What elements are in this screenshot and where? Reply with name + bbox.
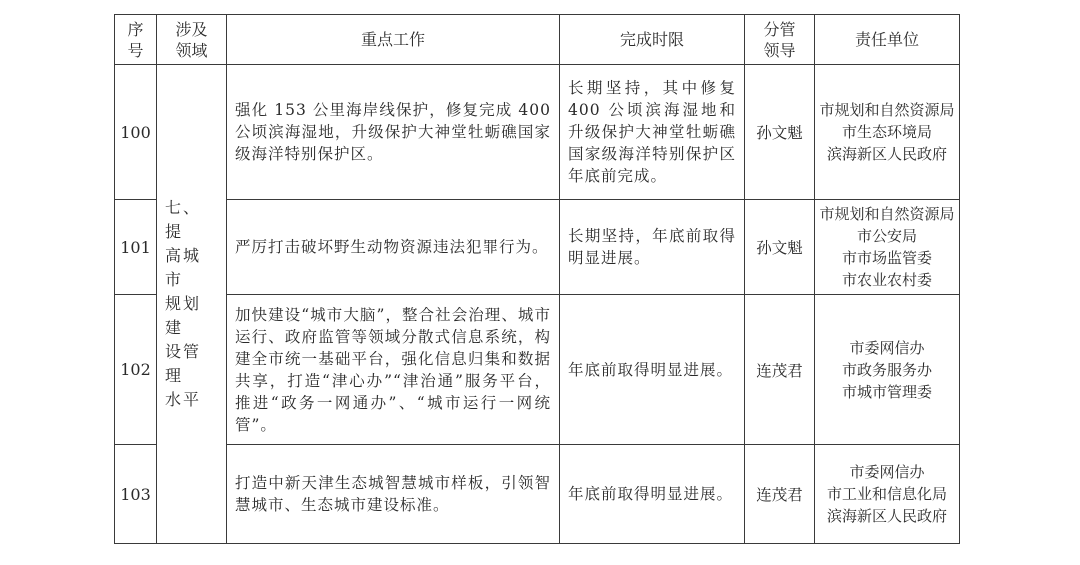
row-number: 102: [115, 295, 157, 445]
table-row: [115, 65, 960, 200]
header-leader: 分管 领导: [745, 15, 815, 65]
header-num: 序 号: [115, 15, 157, 65]
leader-cell: 连茂君: [745, 445, 815, 544]
deadline-cell: 年底前取得明显进展。: [560, 295, 745, 445]
header-task: 重点工作: [227, 15, 560, 65]
leader-cell: 孙文魁: [745, 65, 815, 200]
deadline-cell: 长期坚持，年底前取得明显进展。: [560, 200, 745, 295]
area-cell: 七、提 高城市 规划建 设管理 水平: [157, 65, 227, 544]
work-plan-table: [114, 14, 960, 544]
table-header-row: [115, 15, 960, 65]
row-number: 101: [115, 200, 157, 295]
table-row: [115, 295, 960, 445]
deadline-cell: 长期坚持，其中修复400 公顷滨海湿地和升级保护大神堂牡蛎礁国家级海洋特别保护区年底前完成。: [560, 65, 745, 200]
table-row: [115, 445, 960, 544]
unit-cell: 市规划和自然资源局 市生态环境局 滨海新区人民政府: [815, 65, 960, 200]
table-row: [115, 200, 960, 295]
row-number: 103: [115, 445, 157, 544]
task-cell: 强化 153 公里海岸线保护，修复完成 400 公顷滨海湿地，升级保护大神堂牡蛎礁国家级海洋特别保护区。: [227, 65, 560, 200]
unit-cell: 市委网信办 市政务服务办 市城市管理委: [815, 295, 960, 445]
row-number: 100: [115, 65, 157, 200]
deadline-cell: 年底前取得明显进展。: [560, 445, 745, 544]
task-cell: 严厉打击破坏野生动物资源违法犯罪行为。: [227, 200, 560, 295]
unit-cell: 市规划和自然资源局 市公安局 市市场监管委 市农业农村委: [815, 200, 960, 295]
task-cell: 加快建设“城市大脑”，整合社会治理、城市运行、政府监管等领域分散式信息系统，构建全市统一基础平台，强化信息归集和数据共享，打造“津心办”“津治通”服务平台，推进“政务一网通办”、“城市运行一网统管”。: [227, 295, 560, 445]
leader-cell: 连茂君: [745, 295, 815, 445]
header-unit: 责任单位: [815, 15, 960, 65]
header-area: 涉及 领域: [157, 15, 227, 65]
task-cell: 打造中新天津生态城智慧城市样板，引领智慧城市、生态城市建设标准。: [227, 445, 560, 544]
header-deadline: 完成时限: [560, 15, 745, 65]
unit-cell: 市委网信办 市工业和信息化局 滨海新区人民政府: [815, 445, 960, 544]
leader-cell: 孙文魁: [745, 200, 815, 295]
